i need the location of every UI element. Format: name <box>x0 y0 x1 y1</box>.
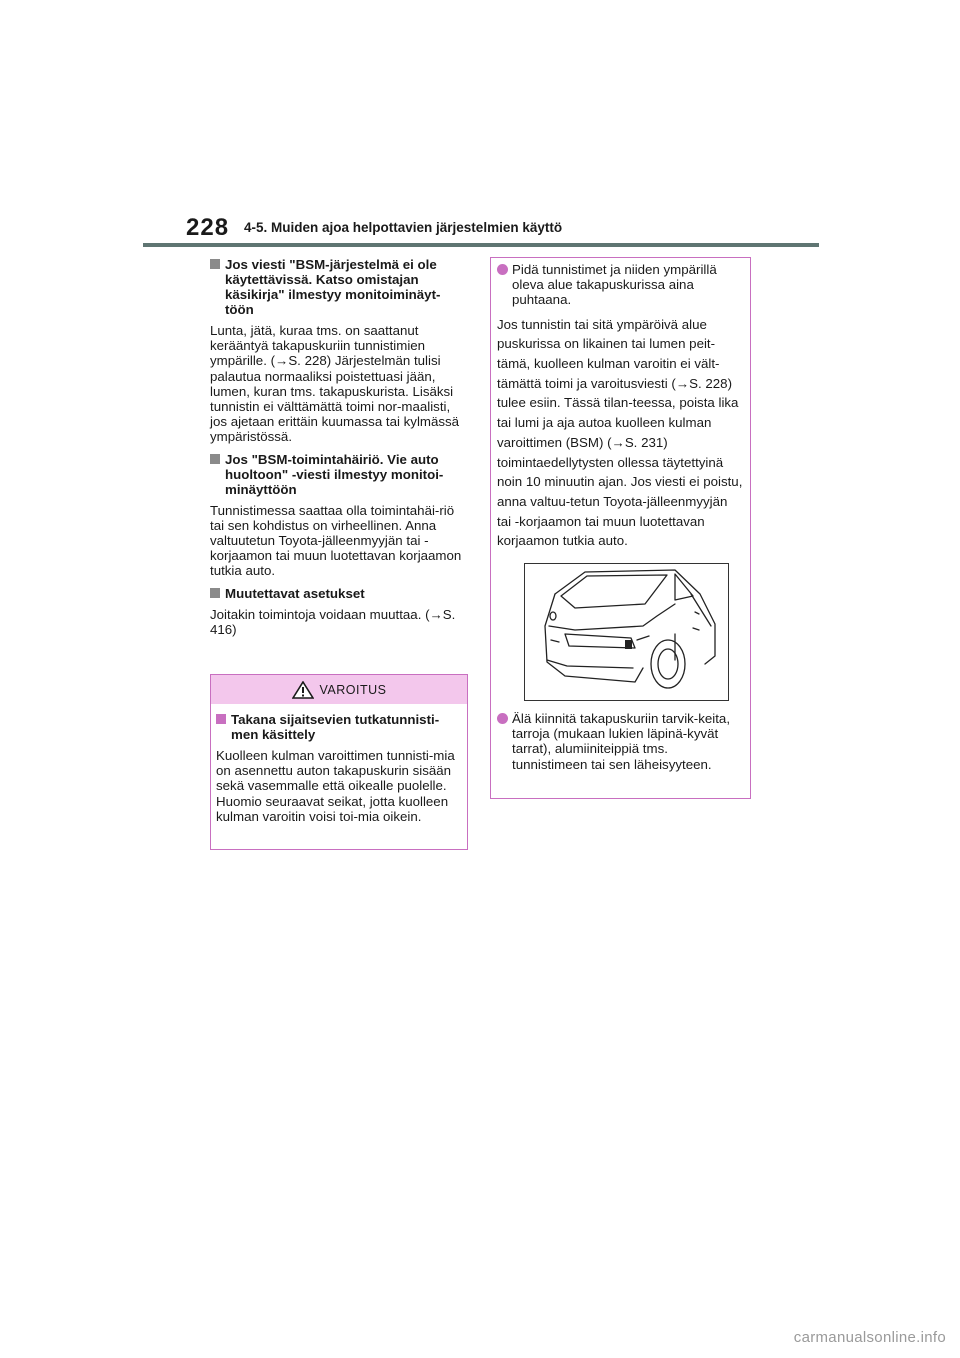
heading-text: Jos viesti "BSM-järjestelmä ei ole käytettävissä. Katso omistajan käsikirja" ilmestyy monitoiminäyt-töön <box>225 257 441 317</box>
warning-header <box>211 675 467 704</box>
warning-text: Kuolleen kulman varoittimen tunnisti-mia on asennettu auton takapuskurin sisään sekä vasemmalle että oikealle puolelle. Huomio seuraavat seikat, jotta kuolleen kulman varoitin voisi toi-mia oikein. <box>216 748 455 824</box>
heading-text: Muutettavat asetukset <box>225 585 365 601</box>
heading-bsm-unavailable <box>210 257 468 317</box>
warning-heading <box>216 712 462 742</box>
warning-body <box>211 704 467 824</box>
tips-box <box>490 257 751 799</box>
header-rule <box>143 243 819 247</box>
car-rear-icon <box>525 564 728 700</box>
warning-heading-text: Takana sijaitsevien tutkatunnisti-men käsittely <box>231 712 440 742</box>
square-bullet-icon <box>210 454 220 464</box>
left-column <box>210 257 468 644</box>
list-item <box>497 711 744 772</box>
heading-settings <box>210 586 468 601</box>
tips-paragraph: Jos tunnistin tai sitä ympäröivä alue puskurissa on likainen tai lumen peit-tämä, kuolleen kulman varoitin ei vält-tämättä toimi ja varoitusviesti (→S. 228) tulee esiin. Tässä tilan-teessa, poista lika tai lumi ja aja autoa kuolleen kulman varoittimen (BSM) (→S. 231) toimintaedellytysten ollessa täytettyinä noin 10 minuutin ajan. Jos viesti ei poistu, anna valtuu-tetun Toyota-jälleenmyyjän tai -korjaamon tai muun luotettavan korjaamon tutkia auto. <box>497 316 743 549</box>
page-number: 228 <box>186 214 230 241</box>
list-item-text: Pidä tunnistimet ja niiden ympärillä oleva alue takapuskurissa aina puhtaana. <box>512 262 717 308</box>
heading-bsm-malfunction <box>210 452 468 497</box>
paragraph-bsm-malfunction: Tunnistimessa saattaa olla toimintahäi-riö tai sen kohdistus on virheellinen. Anna valtuutetun Toyota-jälleenmyyjän tai -korjaamon tai muun luotettavan korjaamon tutkia auto. <box>210 502 462 579</box>
square-bullet-icon <box>210 259 220 269</box>
warning-triangle-icon <box>292 681 314 699</box>
watermark: carmanualsonline.info <box>793 1329 946 1346</box>
list-item <box>497 262 744 308</box>
square-bullet-icon <box>210 588 220 598</box>
warning-label: VAROITUS <box>319 682 387 697</box>
rear-bumper-sensor-illustration <box>524 563 729 701</box>
paragraph-settings: Joitakin toimintoja voidaan muuttaa. (→S. 416) <box>210 606 456 637</box>
paragraph-bsm-unavailable: Lunta, jätä, kuraa tms. on saattanut kerääntyä takapuskuriin tunnistimien ympärille. (→S. 228) Järjestelmän tulisi palautua normaaliksi poistettuasi jään, lumen, kuran tms. takapuskurista. Lisäksi tunnistin ei välttämättä toimi nor-maalisti, jos ajetaan erittäin kuumassa tai kylmässä ympäristössä. <box>210 323 460 445</box>
section-title: 4-5. Muiden ajoa helpottavien järjestelmien käyttö <box>244 220 563 235</box>
round-bullet-icon <box>497 713 508 724</box>
square-bullet-icon <box>216 714 226 724</box>
round-bullet-icon <box>497 264 508 275</box>
list-item-text: Älä kiinnitä takapuskuriin tarvik-keita, tarroja (mukaan lukien läpinä-kyvät tarrat), alumiiniteippiä tms. tunnistimeen tai sen läheisyyteen. <box>512 711 731 772</box>
heading-text: Jos "BSM-toimintahäiriö. Vie auto huoltoon" -viesti ilmestyy monitoi-minäyttöön <box>225 451 444 497</box>
warning-box <box>210 674 468 850</box>
